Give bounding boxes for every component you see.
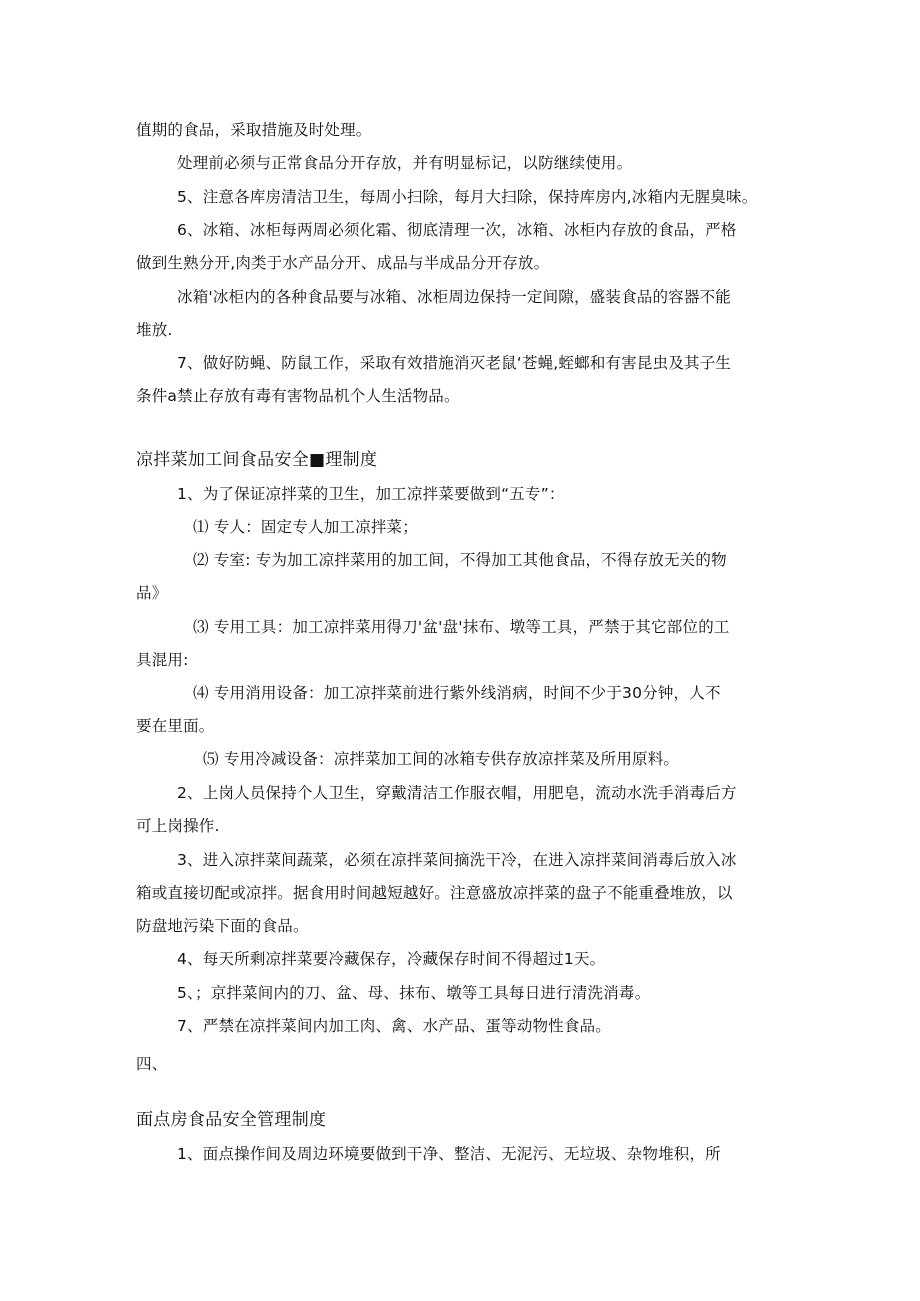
text-line: ⑴ 专人：固定专人加工凉拌菜；	[193, 518, 418, 536]
text-line: 箱或直接切配或凉拌。据食用时间越短越好。注意盛放凉拌菜的盘子不能重叠堆放，以	[136, 884, 733, 902]
text-line: 条件a禁止存放有毒有害物品机个人生活物品。	[136, 387, 460, 405]
section-number: 四、	[136, 1055, 168, 1073]
text-line: 冰箱'冰柜内的各种食品要与冰箱、冰柜周边保持一定间隙，盛装食品的容器不能	[177, 288, 731, 306]
text-line: 1、为了保证凉拌菜的卫生，加工凉拌菜要做到“五专”：	[177, 485, 565, 503]
text-line: 5、注意各库房清洁卫生，每周小扫除，每月大扫除，保持库房内,冰箱内无腥臭味。	[177, 188, 758, 206]
text-line: 具混用:	[136, 651, 189, 669]
text-line: 7、做好防蝇、防鼠工作，采取有效措施消灭老鼠‘苍蝇,蛭螂和有害昆虫及其子生	[177, 354, 732, 372]
text-line: 3、进入凉拌菜间蔬菜，必须在凉拌菜间摘洗干冷，在进入凉拌菜间消毒后放入冰	[177, 851, 737, 869]
text-line: 5、；京拌菜间内的刀、盆、母、抹布、墩等工具每日进行清洗消毒。	[177, 984, 651, 1002]
text-line: 2、上岗人员保持个人卫生，穿戴清洁工作服衣帽，用肥皂，流动水洗手消毒后方	[177, 784, 737, 802]
text-line: ⑵ 专室: 专为加工凉拌菜用的加工间，不得加工其他食品，不得存放无关的物	[193, 551, 727, 569]
section-heading: 面点房食品安全管理制度	[136, 1110, 327, 1130]
text-line: ⑷ 专用消用设备：加工凉拌菜前进行紫外线消病，时间不少于30分钟，人不	[193, 684, 721, 702]
text-line: 1、面点操作间及周边环境要做到干净、整洁、无泥污、无垃圾、杂物堆积，所	[177, 1145, 721, 1163]
text-line: 品》	[136, 584, 168, 602]
text-line: 6、冰箱、冰柜每两周必须化霜、彻底清理一次，冰箱、冰柜内存放的食品，严格	[177, 221, 737, 239]
text-line: 可上岗操作.	[136, 817, 220, 835]
text-line: 堆放.	[136, 321, 173, 339]
text-line: 要在里面。	[136, 717, 215, 735]
text-line: 防盘地污染下面的食品。	[136, 917, 309, 935]
text-line: 值期的食品，采取措施及时处理。	[136, 121, 372, 139]
text-line: 处理前必须与正常食品分开存放，并有明显标记，以防继续使用。	[177, 154, 633, 172]
text-line: 7、严禁在凉拌菜间内加工肉、禽、水产品、蛋等动物性食品。	[177, 1017, 611, 1035]
text-line: ⑸ 专用冷减设备：凉拌菜加工间的冰箱专供存放凉拌菜及所用原料。	[203, 750, 680, 768]
section-heading: 凉拌菜加工间食品安全■理制度	[136, 450, 378, 470]
text-line: 做到生熟分开,肉类于水产品分开、成品与半成品分开存放。	[136, 254, 550, 272]
text-line: ⑶ 专用工具：加工凉拌菜用得刀'盆'盘'抹布、墩等工具，严禁于其它部位的工	[193, 618, 730, 636]
text-line: 4、每天所剩凉拌菜要冷藏保存，冷藏保存时间不得超过1天。	[177, 950, 606, 968]
